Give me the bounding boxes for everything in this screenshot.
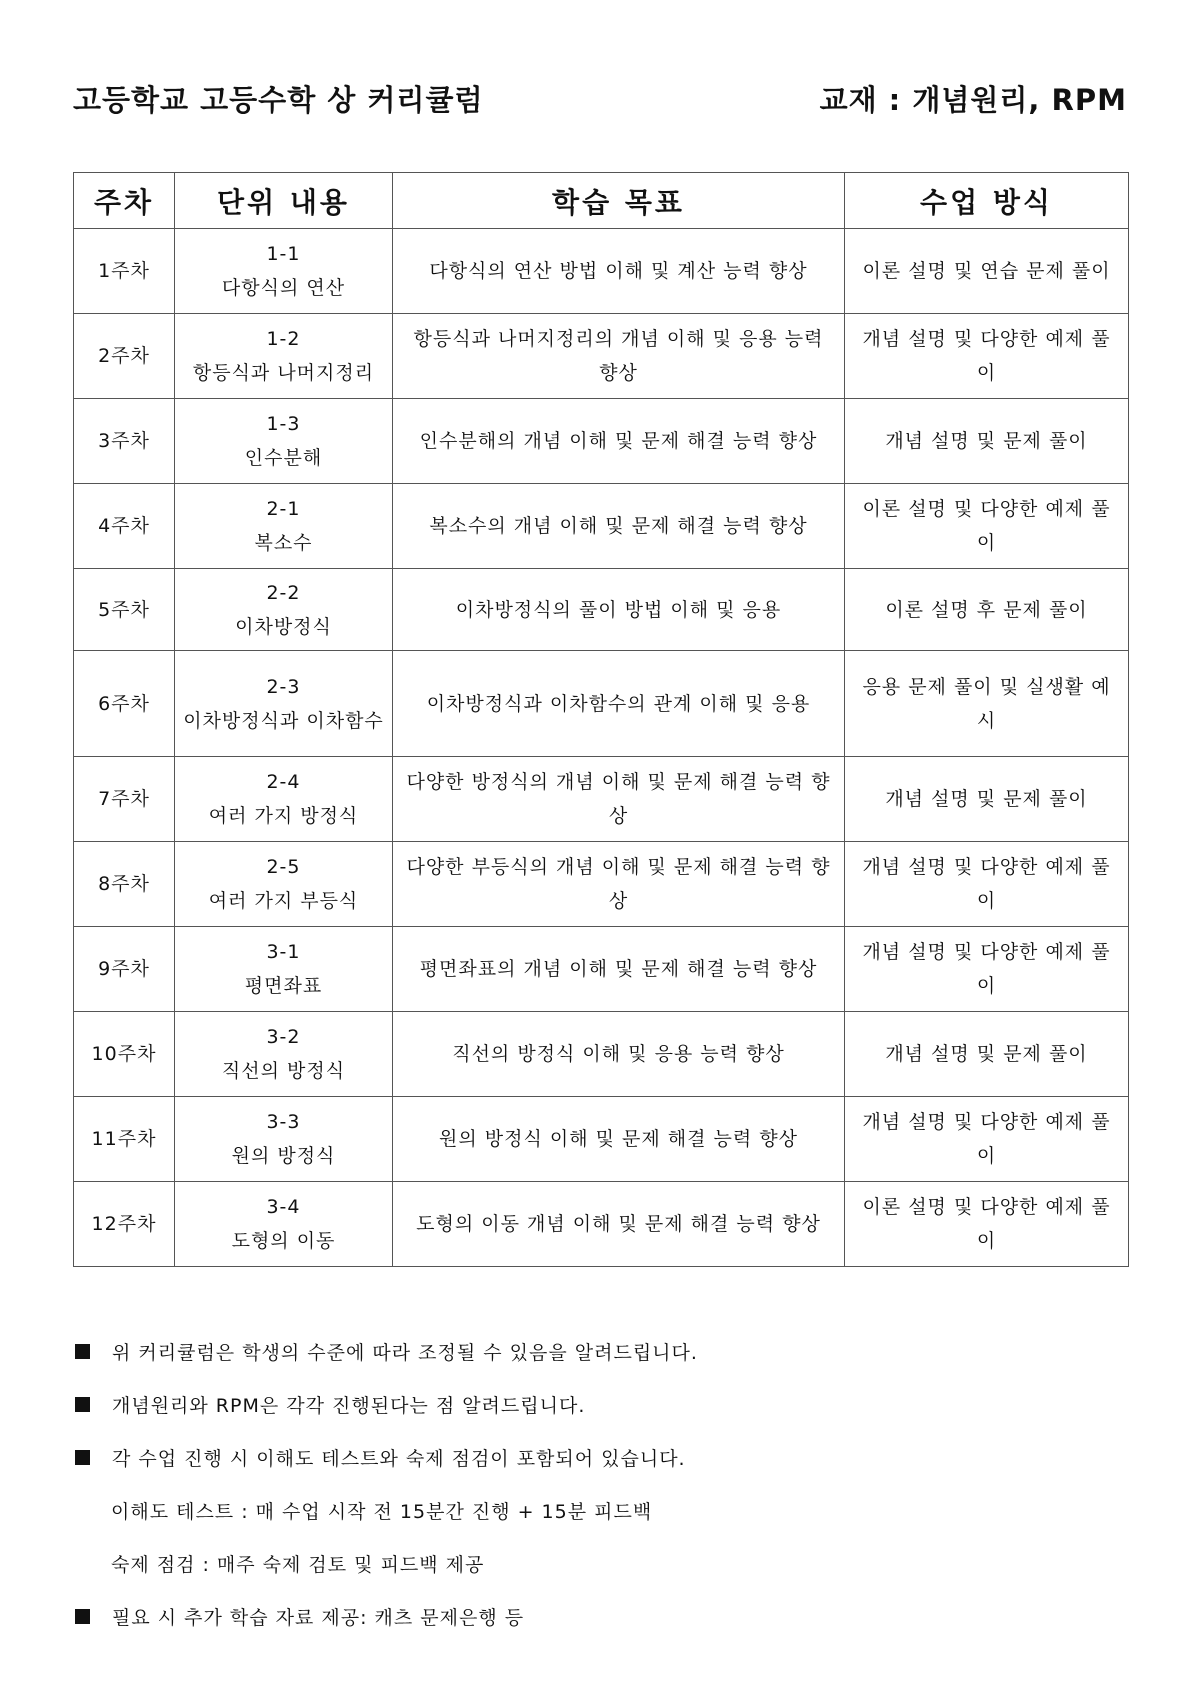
- unit-code: 3-1: [266, 941, 301, 963]
- square-bullet-icon: [75, 1609, 90, 1624]
- table-row: [74, 1182, 1129, 1267]
- goal-cell: 다양한 방정식의 개념 이해 및 문제 해결 능력 향상: [393, 757, 845, 842]
- unit-cell: [175, 842, 393, 927]
- method-cell: 이론 설명 및 연습 문제 풀이: [845, 229, 1129, 314]
- sub-note-item: [73, 1537, 1128, 1590]
- sub-note-item: [73, 1484, 1128, 1537]
- unit-name: 평면좌표: [244, 975, 323, 997]
- week-cell: 1주차: [74, 229, 175, 314]
- week-cell: 7주차: [74, 757, 175, 842]
- week-cell: 6주차: [74, 651, 175, 757]
- method-cell: 개념 설명 및 다양한 예제 풀이: [845, 927, 1129, 1012]
- table-row: [74, 927, 1129, 1012]
- column-header-method: 수업 방식: [845, 173, 1129, 229]
- unit-code: 1-3: [266, 413, 301, 435]
- unit-name: 여러 가지 부등식: [208, 890, 359, 912]
- unit-code: 2-4: [266, 771, 301, 793]
- notes-section: [73, 1325, 1128, 1643]
- method-cell: 이론 설명 및 다양한 예제 풀이: [845, 1182, 1129, 1267]
- unit-code: 1-2: [266, 328, 301, 350]
- goal-cell: 다양한 부등식의 개념 이해 및 문제 해결 능력 향상: [393, 842, 845, 927]
- week-cell: 5주차: [74, 569, 175, 651]
- unit-name: 인수분해: [244, 447, 323, 469]
- page-title: 고등학교 고등수학 상 커리큘럼: [73, 82, 484, 117]
- square-bullet-icon: [75, 1397, 90, 1412]
- table-row: [74, 1012, 1129, 1097]
- note-text: 위 커리큘럼은 학생의 수준에 따라 조정될 수 있음을 알려드립니다.: [112, 1342, 698, 1364]
- unit-cell: [175, 399, 393, 484]
- note-item: [73, 1590, 1128, 1643]
- method-cell: 이론 설명 후 문제 풀이: [845, 569, 1129, 651]
- week-cell: 2주차: [74, 314, 175, 399]
- column-header-goal: 학습 목표: [393, 173, 845, 229]
- unit-name: 직선의 방정식: [221, 1060, 346, 1082]
- unit-name: 복소수: [254, 532, 313, 554]
- note-item: [73, 1378, 1128, 1431]
- goal-cell: 원의 방정식 이해 및 문제 해결 능력 향상: [393, 1097, 845, 1182]
- unit-cell: [175, 1012, 393, 1097]
- table-row: [74, 757, 1129, 842]
- unit-code: 2-3: [266, 675, 301, 698]
- method-cell: 개념 설명 및 문제 풀이: [845, 399, 1129, 484]
- goal-cell: 항등식과 나머지정리의 개념 이해 및 응용 능력 향상: [393, 314, 845, 399]
- column-header-week: 주차: [74, 173, 175, 229]
- goal-cell: 복소수의 개념 이해 및 문제 해결 능력 향상: [393, 484, 845, 569]
- method-cell: 이론 설명 및 다양한 예제 풀이: [845, 484, 1129, 569]
- table-row: [74, 651, 1129, 757]
- goal-cell: 평면좌표의 개념 이해 및 문제 해결 능력 향상: [393, 927, 845, 1012]
- page-header: [73, 76, 1127, 120]
- unit-name: 이차방정식과 이차함수: [183, 709, 384, 732]
- unit-name: 항등식과 나머지정리: [192, 362, 375, 384]
- unit-cell: [175, 314, 393, 399]
- unit-cell: [175, 927, 393, 1012]
- table-row: [74, 484, 1129, 569]
- textbook-label: 교재 : 개념원리, RPM: [819, 82, 1127, 117]
- unit-cell: [175, 484, 393, 569]
- unit-code: 3-2: [266, 1026, 301, 1048]
- unit-name: 이차방정식: [235, 615, 332, 638]
- unit-code: 2-1: [266, 498, 301, 520]
- unit-code: 1-1: [266, 243, 301, 265]
- unit-name: 원의 방정식: [231, 1145, 336, 1167]
- note-text: 각 수업 진행 시 이해도 테스트와 숙제 점검이 포함되어 있습니다.: [112, 1448, 686, 1470]
- unit-name: 다항식의 연산: [221, 277, 346, 299]
- unit-name: 여러 가지 방정식: [208, 805, 359, 827]
- unit-cell: [175, 651, 393, 757]
- note-text: 필요 시 추가 학습 자료 제공: 캐츠 문제은행 등: [112, 1607, 525, 1629]
- goal-cell: 인수분해의 개념 이해 및 문제 해결 능력 향상: [393, 399, 845, 484]
- unit-code: 3-3: [266, 1111, 301, 1133]
- week-cell: 8주차: [74, 842, 175, 927]
- sub-note-text: 이해도 테스트 : 매 수업 시작 전 15분간 진행 + 15분 피드백: [111, 1501, 653, 1523]
- square-bullet-icon: [75, 1344, 90, 1359]
- method-cell: 개념 설명 및 다양한 예제 풀이: [845, 314, 1129, 399]
- goal-cell: 이차방정식의 풀이 방법 이해 및 응용: [393, 569, 845, 651]
- goal-cell: 다항식의 연산 방법 이해 및 계산 능력 향상: [393, 229, 845, 314]
- week-cell: 11주차: [74, 1097, 175, 1182]
- unit-cell: [175, 757, 393, 842]
- week-cell: 3주차: [74, 399, 175, 484]
- method-cell: 개념 설명 및 문제 풀이: [845, 757, 1129, 842]
- curriculum-table: [73, 172, 1129, 1267]
- unit-cell: [175, 1097, 393, 1182]
- table-row: [74, 569, 1129, 651]
- table-row: [74, 314, 1129, 399]
- sub-note-text: 숙제 점검 : 매주 숙제 검토 및 피드백 제공: [111, 1554, 485, 1576]
- table-row: [74, 842, 1129, 927]
- unit-cell: [175, 569, 393, 651]
- week-cell: 9주차: [74, 927, 175, 1012]
- note-item: [73, 1325, 1128, 1378]
- unit-code: 3-4: [266, 1196, 301, 1218]
- unit-cell: [175, 229, 393, 314]
- note-item: [73, 1431, 1128, 1484]
- table-row: [74, 399, 1129, 484]
- unit-code: 2-5: [266, 856, 301, 878]
- table-row: [74, 229, 1129, 314]
- goal-cell: 이차방정식과 이차함수의 관계 이해 및 응용: [393, 651, 845, 757]
- unit-name: 도형의 이동: [231, 1230, 336, 1252]
- goal-cell: 직선의 방정식 이해 및 응용 능력 향상: [393, 1012, 845, 1097]
- goal-cell: 도형의 이동 개념 이해 및 문제 해결 능력 향상: [393, 1182, 845, 1267]
- week-cell: 10주차: [74, 1012, 175, 1097]
- method-cell: 개념 설명 및 다양한 예제 풀이: [845, 842, 1129, 927]
- unit-cell: [175, 1182, 393, 1267]
- table-row: [74, 1097, 1129, 1182]
- week-cell: 4주차: [74, 484, 175, 569]
- method-cell: 개념 설명 및 문제 풀이: [845, 1012, 1129, 1097]
- table-body: [74, 229, 1129, 1267]
- week-cell: 12주차: [74, 1182, 175, 1267]
- note-text: 개념원리와 RPM은 각각 진행된다는 점 알려드립니다.: [112, 1395, 586, 1417]
- unit-code: 2-2: [266, 581, 301, 604]
- table-header-row: [74, 173, 1129, 229]
- method-cell: 개념 설명 및 다양한 예제 풀이: [845, 1097, 1129, 1182]
- column-header-unit: 단위 내용: [175, 173, 393, 229]
- square-bullet-icon: [75, 1450, 90, 1465]
- method-cell: 응용 문제 풀이 및 실생활 예시: [845, 651, 1129, 757]
